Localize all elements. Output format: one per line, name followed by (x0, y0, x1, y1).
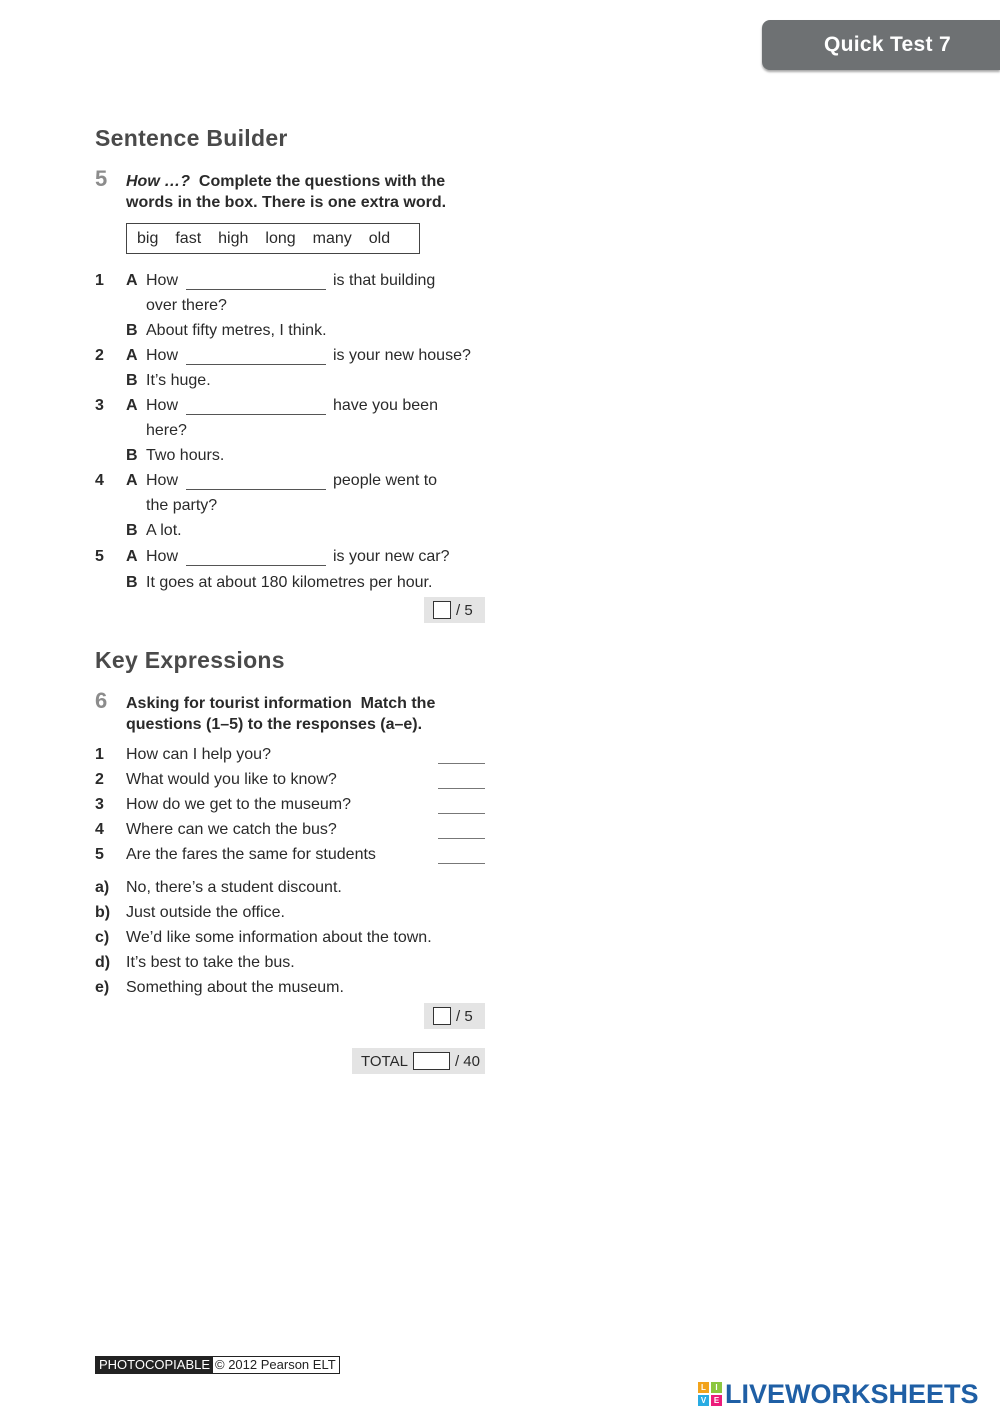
question-number: 2 (95, 771, 104, 788)
speaker-a: A (126, 548, 138, 565)
quick-test-label: Quick Test 7 (824, 33, 951, 56)
question-text: Where can we catch the bus? (126, 821, 337, 838)
match-answer-line[interactable] (438, 813, 485, 814)
instruction-bold: Asking for tourist information (126, 695, 352, 712)
question-text: How can I help you? (126, 746, 271, 763)
response-letter: b) (95, 904, 111, 921)
speaker-a: A (126, 272, 138, 289)
question-end: is your new car? (333, 548, 450, 565)
total-label: TOTAL (361, 1052, 408, 1070)
score-input[interactable] (433, 1007, 451, 1025)
question-continuation: over there? (146, 297, 227, 314)
match-answer-line[interactable] (438, 763, 485, 764)
match-answer-line[interactable] (438, 838, 485, 839)
speaker-a: A (126, 472, 138, 489)
response-text: No, there’s a student discount. (126, 879, 342, 896)
question-end: people went to (333, 472, 438, 489)
answer-text: Two hours. (146, 447, 225, 464)
score-input[interactable] (433, 601, 451, 619)
response-text: We’d like some information about the town. (126, 929, 432, 946)
response-text: Something about the museum. (126, 979, 344, 996)
item-number: 2 (95, 347, 104, 364)
word-option: high (218, 229, 249, 247)
question-number: 1 (95, 746, 104, 763)
response-letter: a) (95, 879, 110, 896)
answer-blank[interactable] (186, 414, 326, 415)
word-box (126, 223, 420, 254)
section-title-sentence-builder: Sentence Builder (95, 125, 288, 151)
match-answer-line[interactable] (438, 788, 485, 789)
item-number: 1 (95, 272, 104, 289)
exercise-number: 5 (95, 166, 108, 191)
instruction-line1: Complete the questions with the (198, 173, 446, 190)
question-end: is your new house? (333, 347, 471, 364)
answer-text: About fifty metres, I think. (146, 322, 327, 339)
word-option: big (137, 229, 159, 247)
question-continuation: here? (146, 422, 187, 439)
response-text: Just outside the office. (126, 904, 285, 921)
question-text: Are the fares the same for students (126, 846, 376, 863)
speaker-b: B (126, 322, 138, 339)
instruction-rest: Match the (360, 695, 436, 712)
section-title-key-expressions: Key Expressions (95, 647, 285, 673)
question-start: How (146, 272, 179, 289)
liveworksheets-grid-icon: L I V E (698, 1382, 722, 1406)
answer-text: It’s huge. (146, 372, 211, 389)
answer-blank[interactable] (186, 289, 326, 290)
total-score-input[interactable] (413, 1052, 450, 1070)
question-start: How (146, 397, 179, 414)
liveworksheets-logo (698, 1378, 979, 1410)
question-number: 5 (95, 846, 104, 863)
speaker-b: B (126, 574, 138, 591)
exercise-instruction (126, 693, 466, 735)
speaker-b: B (126, 447, 138, 464)
speaker-b: B (126, 372, 138, 389)
response-letter: d) (95, 954, 111, 971)
answer-blank[interactable] (186, 364, 326, 365)
response-letter: e) (95, 979, 110, 996)
instruction-line2: questions (1–5) to the responses (a–e). (126, 716, 423, 733)
exercise-number: 6 (95, 688, 108, 713)
word-option: fast (175, 229, 202, 247)
score-max: / 5 (456, 1007, 473, 1025)
word-option: old (368, 229, 391, 247)
speaker-a: A (126, 397, 138, 414)
score-max: / 5 (456, 601, 473, 619)
quick-test-tab (762, 20, 1000, 70)
answer-text: A lot. (146, 522, 182, 539)
liveworksheets-text: LIVEWORKSHEETS (725, 1378, 979, 1409)
question-start: How (146, 548, 179, 565)
answer-text: It goes at about 180 kilometres per hour. (146, 574, 433, 591)
question-start: How (146, 347, 179, 364)
question-start: How (146, 472, 179, 489)
total-score-box (352, 1048, 485, 1074)
response-letter: c) (95, 929, 110, 946)
total-max: / 40 (454, 1052, 480, 1070)
score-box-exercise-5 (424, 597, 485, 623)
question-end: is that building (333, 272, 436, 289)
item-number: 3 (95, 397, 104, 414)
question-continuation: the party? (146, 497, 218, 514)
speaker-b: B (126, 522, 138, 539)
match-answer-line[interactable] (438, 863, 485, 864)
response-text: It’s best to take the bus. (126, 954, 295, 971)
exercise-instruction (126, 171, 466, 213)
footer-copyright (95, 1356, 340, 1374)
question-number: 3 (95, 796, 104, 813)
word-option: many (312, 229, 352, 247)
question-number: 4 (95, 821, 104, 838)
question-text: How do we get to the museum? (126, 796, 352, 813)
instruction-italic: How …? (126, 173, 190, 190)
item-number: 4 (95, 472, 104, 489)
item-number: 5 (95, 548, 104, 565)
question-text: What would you like to know? (126, 771, 337, 788)
speaker-a: A (126, 347, 138, 364)
copyright-text: © 2012 Pearson ELT (215, 1357, 336, 1372)
instruction-line2: words in the box. There is one extra word. (126, 194, 447, 211)
answer-blank[interactable] (186, 565, 326, 566)
question-end: have you been (333, 397, 438, 414)
word-option: long (265, 229, 296, 247)
score-box-exercise-6 (424, 1003, 485, 1029)
photocopiable-label: PHOTOCOPIABLE (96, 1357, 213, 1373)
answer-blank[interactable] (186, 489, 326, 490)
